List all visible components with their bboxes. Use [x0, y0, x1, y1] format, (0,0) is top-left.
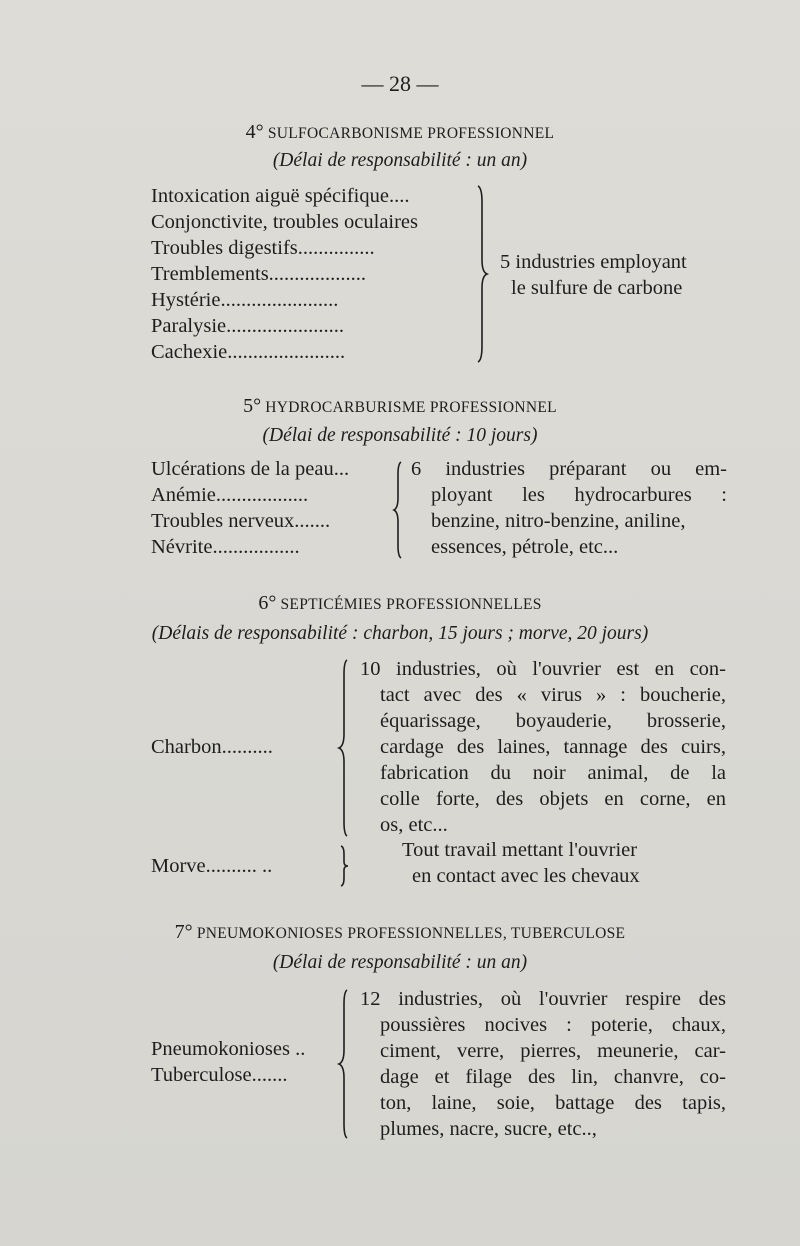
description-line: 12 industries, où l'ouvrier respire des [360, 988, 726, 1010]
section-5-list [151, 456, 349, 560]
section-7-description [360, 986, 726, 1142]
section-5-delay: (Délai de responsabilité : 10 jours) [262, 425, 538, 446]
section-7-number: 7° [174, 921, 193, 943]
section-4-list [151, 183, 418, 365]
description-line: colle forte, des objets en corne, en [380, 788, 726, 810]
list-item: Paralysie....................... [151, 315, 345, 337]
list-item: Intoxication aiguë spécifique.... [151, 185, 410, 207]
section-6-heading [0, 592, 800, 615]
description-line: os, etc... [380, 814, 448, 836]
section-6-description-morve [360, 837, 726, 889]
description-line: tact avec des « virus » : boucherie, [380, 684, 726, 706]
list-item: Pneumokonioses .. [151, 1038, 306, 1060]
list-item: Troubles digestifs............... [151, 237, 375, 259]
section-6-delay: (Délais de responsabilité : charbon, 15 jours ; morve, 20 jours) [151, 623, 649, 644]
section-5-number: 5° [243, 395, 262, 417]
description-line: poussières nocives : poterie, chaux, [380, 1014, 726, 1036]
section-7-title: PNEUMOKONIOSES PROFESSIONNELLES, TUBERCULOSE [196, 925, 626, 942]
brace-icon [392, 458, 412, 562]
description-line: 6 industries préparant ou em- [411, 458, 727, 480]
description-line: le sulfure de carbone [511, 277, 683, 299]
section-7-list [151, 1036, 305, 1088]
list-item: Anémie.................. [151, 484, 309, 506]
description-line: ton, laine, soie, battage des tapis, [380, 1092, 726, 1114]
section-4-title: SULFOCARBONISME PROFESSIONNEL [267, 125, 555, 142]
description-line: essences, pétrole, etc... [431, 536, 619, 558]
description-line: benzine, nitro-benzine, aniline, [431, 510, 686, 532]
list-item: Troubles nerveux....... [151, 510, 331, 532]
description-line: équarissage, boyauderie, brosserie, [380, 710, 726, 732]
list-item: Cachexie....................... [151, 341, 346, 363]
section-7-delay: (Délai de responsabilité : un an) [272, 952, 528, 973]
description-line: 10 industries, où l'ouvrier est en con- [360, 658, 726, 680]
list-item: Morve.......... .. [151, 855, 273, 877]
description-line: ciment, verre, pierres, meunerie, car- [380, 1040, 726, 1062]
list-item: Hystérie....................... [151, 289, 339, 311]
description-line: cardage des laines, tannage des cuirs, [380, 736, 726, 758]
section-5-title: HYDROCARBURISME PROFESSIONNEL [265, 399, 557, 416]
section-6-description [360, 656, 726, 838]
brace-icon [336, 656, 356, 840]
description-line: dage et filage des lin, chanvre, co- [380, 1066, 726, 1088]
brace-icon [470, 182, 490, 366]
description-line: plumes, nacre, sucre, etc.., [380, 1118, 597, 1140]
description-line: en contact avec les chevaux [412, 865, 640, 887]
section-6-number: 6° [258, 592, 277, 614]
section-7-heading [0, 921, 800, 944]
section-4-delay: (Délai de responsabilité : un an) [272, 150, 528, 171]
section-4-description [500, 249, 687, 301]
list-item: Conjonctivite, troubles oculaires [151, 211, 419, 233]
description-line: 5 industries employant [500, 251, 687, 273]
section-5-description [411, 456, 727, 560]
brace-icon [338, 842, 354, 890]
page-number: — 28 — [361, 71, 439, 96]
brace-icon [336, 986, 356, 1142]
section-5-heading [0, 395, 800, 418]
list-item: Ulcérations de la peau... [151, 458, 350, 480]
list-item: Charbon.......... [151, 736, 273, 758]
description-line: fabrication du noir animal, de la [380, 762, 726, 784]
list-item: Névrite................. [151, 536, 300, 558]
section-4-heading [0, 121, 800, 144]
section-6-title: SEPTICÉMIES PROFESSIONNELLES [280, 596, 542, 613]
section-4-number: 4° [245, 121, 264, 143]
list-item: Tremblements................... [151, 263, 367, 285]
description-line: Tout travail mettant l'ouvrier [402, 839, 638, 861]
description-line: ployant les hydrocarbures : [431, 484, 727, 506]
list-item: Tuberculose....... [151, 1064, 288, 1086]
